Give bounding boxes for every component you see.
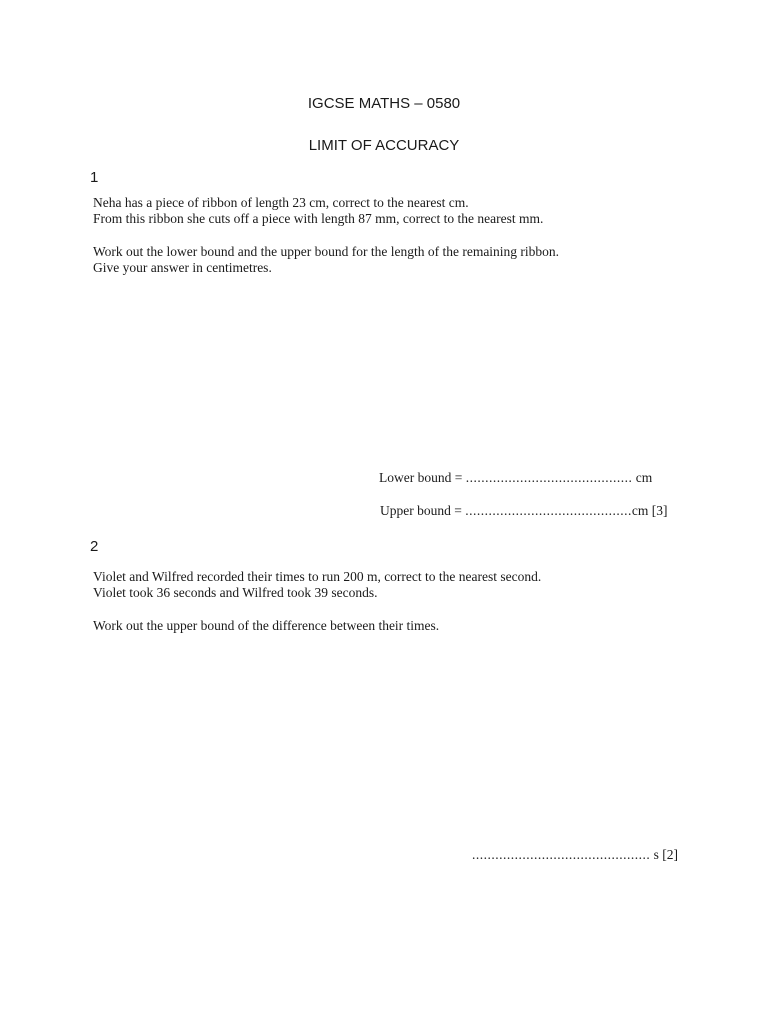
upper-bound-answer-line [380, 503, 667, 519]
topic-title: LIMIT OF ACCURACY [308, 137, 460, 154]
answer-unit: cm [635, 470, 653, 485]
answer-unit: cm [631, 503, 649, 518]
difference-answer-line [472, 847, 678, 863]
answer-blank[interactable]: ........................................... [465, 470, 633, 485]
task-line: Give your answer in centimetres. [93, 260, 272, 275]
course-title: IGCSE MATHS – 0580 [307, 95, 461, 112]
stem-line: From this ribbon she cuts off a piece with length 87 mm, correct to the nearest mm. [93, 211, 544, 226]
answer-blank[interactable]: ........................................... [465, 503, 632, 518]
lower-bound-answer-line [379, 470, 652, 486]
answer-unit: s [653, 847, 659, 862]
question-number: 1 [90, 169, 99, 186]
answer-label: Lower bound = [379, 470, 463, 485]
question-task [93, 244, 559, 276]
question-task [93, 618, 439, 634]
task-line: Work out the upper bound of the difference between their times. [93, 618, 440, 633]
question-stem [93, 569, 541, 601]
question-stem [93, 195, 543, 227]
marks-badge: [2] [662, 847, 679, 862]
question-number: 2 [90, 538, 99, 555]
stem-line: Violet took 36 seconds and Wilfred took 39 seconds. [93, 585, 378, 600]
marks-badge: [3] [651, 503, 668, 518]
task-line: Work out the lower bound and the upper bound for the length of the remaining ribbon. [93, 244, 560, 259]
answer-blank[interactable]: .............................................. [472, 847, 651, 862]
stem-line: Violet and Wilfred recorded their times to run 200 m, correct to the nearest second. [93, 569, 542, 584]
answer-label: Upper bound = [380, 503, 462, 518]
stem-line: Neha has a piece of ribbon of length 23 cm, correct to the nearest cm. [93, 195, 469, 210]
